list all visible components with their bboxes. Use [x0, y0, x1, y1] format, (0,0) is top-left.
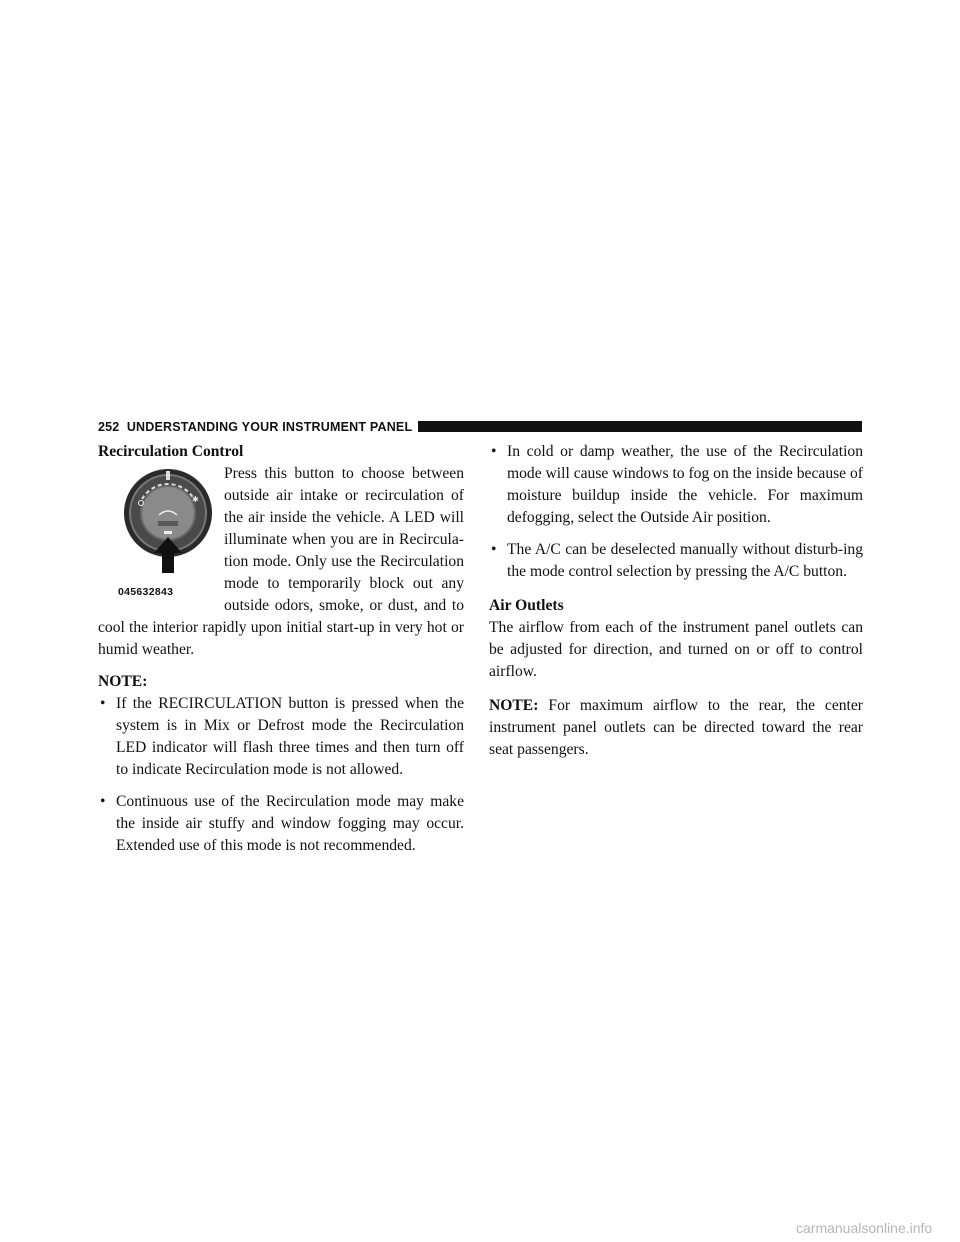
figure-code: 045632843 [118, 586, 174, 598]
air-outlets-note [489, 695, 863, 761]
list-item-text: Continuous use of the Recirculation mode may make the inside air stuffy and window fogging may occur. Extended use of this mode is not recommended. [116, 793, 464, 854]
air-outlets-paragraph: The airflow from each of the instrument panel outlets can be adjusted for direction, and turned on or off to control airflow. [489, 619, 863, 680]
recirculation-intro: Press this button to choose between outside air intake or recirculation of the air inside the vehicle. A LED will illuminate when you are in Recircula-tion mode. Only use the Recirculation mode to temporarily block out any outside odors, smoke, or dust, and to cool the interior rapidly upon initial start-up in very hot or humid weather. [98, 465, 464, 658]
page-header-text [98, 419, 412, 435]
right-column [489, 441, 863, 761]
note-text: For maximum airflow to the rear, the center instrument panel outlets can be directed toward the rear seat passengers. [489, 697, 863, 758]
list-item-text: If the RECIRCULATION button is pressed when the system is in Mix or Defrost mode the Recirculation LED indicator will flash three times and then turn off to indicate Recirculation mode is not allowed. [116, 695, 464, 778]
bullet: • [491, 541, 497, 558]
bullet: • [100, 695, 106, 712]
list-item [489, 539, 863, 583]
note-label: NOTE: [98, 673, 148, 690]
right-bullet-list [489, 441, 863, 583]
page-number: 252 [98, 420, 120, 434]
recirculation-figure [112, 465, 224, 597]
list-item [489, 441, 863, 529]
list-item-text: The A/C can be deselected manually without disturb-ing the mode control selection by pressing the A/C button. [507, 541, 863, 580]
note-label: NOTE: [489, 697, 539, 714]
list-item-text: In cold or damp weather, the use of the Recirculation mode will cause windows to fog on the inside because of moisture buildup inside the vehicle. For maximum defogging, select the Outside Air position. [507, 443, 863, 526]
recirculation-heading: Recirculation Control [98, 443, 244, 460]
bullet: • [100, 793, 106, 810]
header-rule [418, 421, 862, 432]
left-column [98, 441, 464, 857]
left-bullet-list [98, 693, 464, 857]
watermark: carmanualsonline.info [796, 1220, 933, 1236]
page-header [98, 419, 862, 435]
bullet: • [491, 443, 497, 460]
air-outlets-heading: Air Outlets [489, 597, 564, 614]
recirculation-knob-icon [112, 465, 224, 581]
list-item [98, 693, 464, 781]
list-item [98, 791, 464, 857]
svg-text:✱: ✱ [192, 495, 199, 504]
section-title: UNDERSTANDING YOUR INSTRUMENT PANEL [126, 420, 413, 434]
